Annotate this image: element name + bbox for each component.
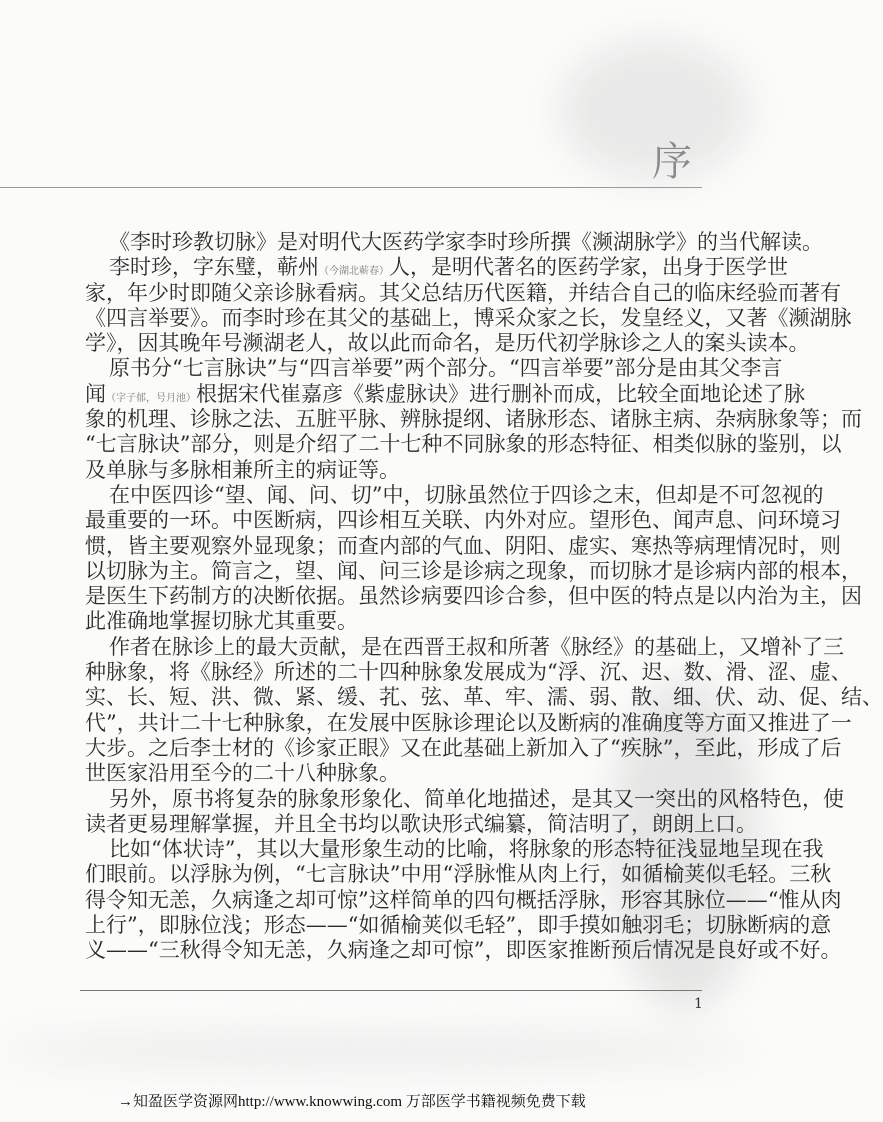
text-line: 上行”，即脉位浅；形态——“如循榆荚似毛轻”，即手摸如触羽毛；切脉断病的意 [85, 913, 832, 938]
paragraph [85, 356, 862, 482]
text-line: 在中医四诊“望、闻、问、切”中，切脉虽然位于四诊之末，但却是不可忽视的 [109, 482, 824, 507]
text-line: 象的机理、诊脉之法、五脏平脉、辨脉提纲、诸脉形态、诸脉主病、杂病脉象等；而 [85, 407, 862, 432]
text-segment: 李时珍，字东璧，蕲州 [109, 255, 319, 280]
text-line: 最重要的一环。中医断病，四诊相互关联、内外对应。望形色、闻声息、问环境习 [85, 508, 841, 533]
text-line: 世医家沿用至今的二十八种脉象。 [85, 761, 400, 786]
text-line: 是医生下药制方的决断依据。虽然诊病要四诊合参，但中医的特点是以内治为主，因 [85, 584, 862, 609]
text-line: 以切脉为主。简言之，望、闻、问三诊是诊病之现象，而切脉才是诊病内部的根本， [85, 558, 862, 583]
text-line: 原书分“七言脉诀”与“四言举要”两个部分。“四言举要”部分是由其父李言 [109, 356, 783, 381]
text-line: 另外，原书将复杂的脉象形象化、简单化地描述，是其又一突出的风格特色，使 [109, 786, 844, 811]
text-line: 实、长、短、洪、微、紧、缓、芤、弦、革、牢、濡、弱、散、细、伏、动、促、结、 [85, 685, 883, 710]
paragraph [85, 634, 883, 787]
text-line: 大步。之后李士材的《诊家正眼》又在此基础上新加入了“疾脉”，至此，形成了后 [85, 735, 842, 760]
text-line: 及单脉与多脉相兼所主的病证等。 [85, 457, 400, 482]
page-title: 序 [652, 139, 692, 185]
text-segment: 根据宋代崔嘉彦《紫虚脉诀》进行删补而成，比较全面地论述了脉 [196, 381, 805, 406]
text-line: 得令知无恙，久病逢之却可惊”这样简单的四句概括浮脉，形容其脉位——“惟从肉 [85, 887, 842, 912]
text-line: 作者在脉诊上的最大贡献，是在西晋王叔和所著《脉经》的基础上，又增补了三 [109, 634, 844, 659]
header-rule [0, 187, 702, 188]
text-line: 《李时珍教切脉》是对明代大医药学家李时珍所撰《濒湖脉学》的当代解读。 [109, 230, 823, 254]
annotation-text: （字子郁，号月池） [106, 392, 196, 404]
text-line [85, 255, 788, 280]
text-line: 们眼前。以浮脉为例，“七言脉诀”中用“浮脉惟从肉上行，如循榆荚似毛轻。三秋 [85, 862, 832, 887]
text-line: 家，年少时即随父亲诊脉看病。其父总结历代医籍，并结合自己的临床经验而著有 [85, 280, 841, 305]
page-number: 1 [694, 996, 703, 1012]
paragraph [85, 786, 844, 838]
text-line: 读者更易理解掌握，并且全书均以歌诀形式编纂，简洁明了，朗朗上口。 [85, 811, 757, 836]
paragraph [85, 482, 862, 635]
text-line: 《四言举要》。而李时珍在其父的基础上，博采众家之长，发皇经义，又著《濒湖脉 [85, 305, 852, 330]
paragraph [85, 837, 842, 963]
text-segment: 人，是明代著名的医药学家，出身于医学世 [389, 255, 788, 280]
text-line: “七言脉诀”部分，则是介绍了二十七种不同脉象的形态特征、相类似脉的鉴别，以 [85, 432, 842, 457]
text-line: 代”，共计二十七种脉象，在发展中医脉诊理论以及断病的准确度等方面又推进了一 [85, 710, 852, 735]
annotation-text: （今湖北蕲春） [319, 266, 389, 278]
text-line: 种脉象，将《脉经》所述的二十四种脉象发展成为“浮、沉、迟、数、滑、涩、虚、 [85, 660, 852, 685]
paragraph [85, 230, 823, 255]
text-line: 比如“体状诗”，其以大量形象生动的比喻，将脉象的形态特征浅显地呈现在我 [109, 837, 824, 862]
watermark-footer: →知盈医学资源网http://www.knowwing.com 万部医学书籍视频免费下载 [118, 1094, 586, 1110]
text-line: 此准确地掌握切脉尤其重要。 [85, 609, 358, 634]
text-line: 惯，皆主要观察外显现象；而查内部的气血、阴阳、虚实、寒热等病理情况时，则 [85, 533, 841, 558]
footer-rule [80, 990, 702, 991]
text-segment: 闻 [85, 381, 106, 406]
text-line: 义——“三秋得令知无恙，久病逢之却可惊”，即医家推断预后情况是良好或不好。 [85, 938, 842, 963]
text-line [85, 381, 805, 407]
scan-smudge [0, 1035, 752, 1065]
paragraph [85, 255, 852, 356]
body-text [85, 230, 883, 964]
text-line: 学》，因其晚年号濒湖老人，故以此而命名，是历代初学脉诊之人的案头读本。 [85, 331, 810, 356]
